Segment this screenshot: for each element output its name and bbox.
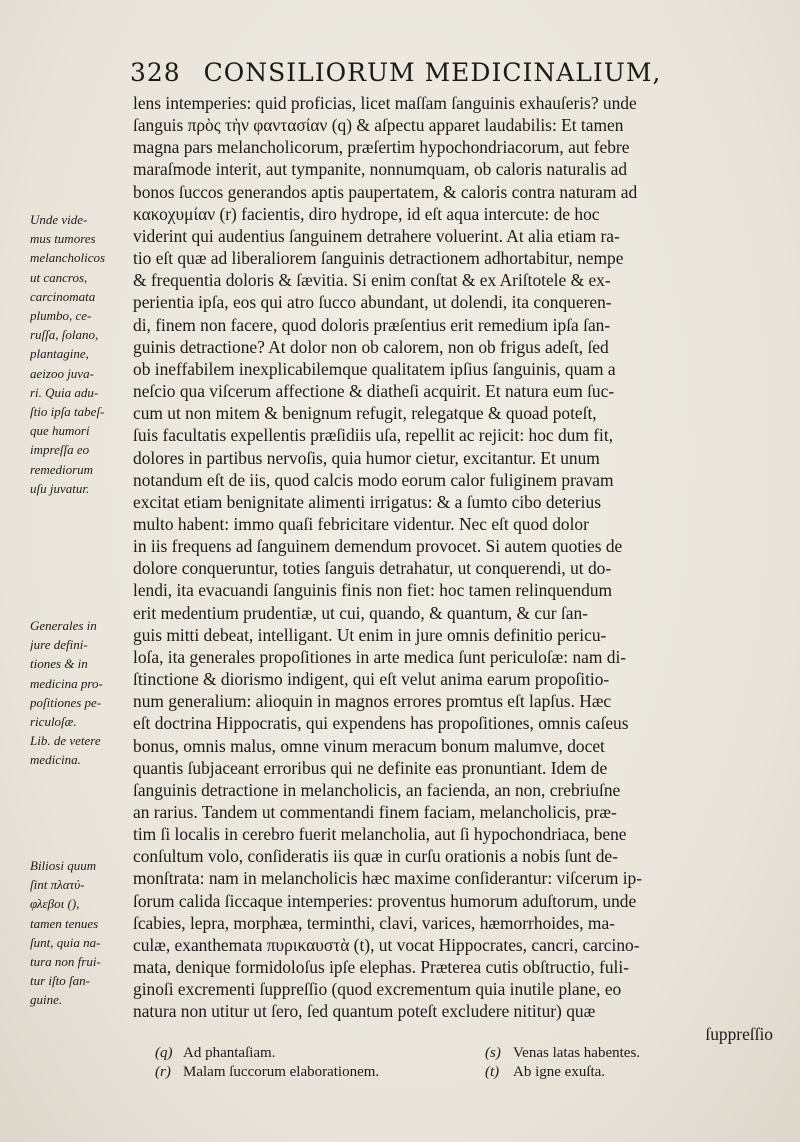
margin-note-line: ſint πλατύ-: [30, 877, 85, 893]
text-line: natura non utitur ut ſero, ſed quantum poteſt excludere nititur) quæ: [133, 1001, 596, 1022]
footnote-text: Malam ſuccorum elaborationem.: [183, 1064, 380, 1080]
margin-note-line: guine.: [30, 992, 63, 1008]
running-title: CONSILIORUM MEDICINALIUM,: [203, 58, 662, 87]
margin-note-line: tiones & in: [30, 656, 88, 672]
footnote-marker: (q): [155, 1045, 173, 1061]
margin-note-line: carcinomata: [30, 288, 96, 304]
margin-note-line: Biliosi quum: [30, 858, 97, 873]
margin-note-line: φλεβοι (),: [30, 896, 80, 912]
text-line: cum ut non mitem & benignum refugit, relegatque & quoad poteſt,: [133, 403, 597, 424]
text-line: ob ineffabilem inexplicabilemque qualitatem ipſius ſanguinis, quam a: [133, 358, 616, 379]
margin-note-line: tamen tenues: [30, 915, 99, 931]
text-line: culæ, exanthemata πυρικαυστὰ (t), ut vocat Hippocrates, cancri, carcino-: [133, 934, 640, 955]
footnote-text: Venas latas habentes.: [513, 1045, 641, 1061]
page-number: 328: [130, 58, 181, 87]
text-line: ſuppreſſio: [705, 1023, 773, 1044]
text-line: an rarius. Tandem ut commentandi finem faciam, melancholicis, præ-: [133, 802, 617, 822]
text-line: guis mitti debeat, intelligant. Ut enim in jure omnis definitio pericu-: [133, 624, 607, 645]
text-line: erit medentium prudentiæ, ut cui, quando, & quantum, & cur ſan-: [133, 602, 588, 623]
margin-note-line: ri. Quia adu-: [30, 384, 99, 400]
footnotes-right-column: [485, 1044, 775, 1082]
margin-note-line: que humori: [30, 423, 90, 439]
margin-note-line: remediorum: [30, 461, 94, 477]
margin-note-line: ſtio ipſa tabeſ-: [30, 404, 105, 420]
text-line: conſultum volo, conſideratis iis quæ in curſu orationis a nobis ſunt de-: [133, 846, 618, 867]
margin-note-line: Unde vide-: [30, 212, 88, 227]
text-line: loſa, ita generales propoſitiones in arte medica ſunt periculoſæ: nam di-: [133, 646, 627, 667]
margin-note-line: plumbo, ce-: [30, 308, 92, 324]
text-line: ſuis facultatis expellentis præſidiis uſa, repellit ac rejicit: hoc dum fit,: [133, 425, 614, 446]
margin-note-biliosi: [30, 856, 128, 1010]
text-line: lens intemperies: quid proficias, licet maſſam ſanguinis exhauſeris? unde: [133, 93, 637, 113]
text-line: κακοχυμίαν (r) facientis, diro hydrope, id eſt aqua intercute: de hoc: [133, 203, 600, 224]
text-line: maraſmode interit, aut tympanite, nonnumquam, ob caloris naturalis ad: [133, 159, 628, 180]
footnote-q: [155, 1044, 475, 1063]
margin-note-line: uſu juvatur.: [30, 480, 90, 496]
running-header: [130, 58, 790, 88]
text-line: & frequentia doloris & ſævitia. Si enim conſtat & ex Ariſtotele & ex-: [133, 270, 611, 291]
text-line: neſcio qua viſcerum affectione & diatheſi acquirit. Et natura eum ſuc-: [133, 381, 615, 402]
text-line: ginoſi excrementi ſuppreſſio (quod excrementum quia inutile plane, eo: [133, 979, 622, 1000]
text-line: guinis detractione? At dolor non ob calorem, non ob frigus adeſt, ſed: [133, 336, 609, 357]
text-line: multo habent: immo quaſi febricitare videntur. Nec eſt quod dolor: [133, 513, 589, 534]
text-line: dolores in partibus nervoſis, quia humor cietur, excitantur. Et unum: [133, 447, 600, 468]
margin-note-line: melancholicos: [30, 250, 106, 266]
footnote-r: [155, 1063, 475, 1082]
text-line: lendi, ita evacuandi ſanguinis finis non fiet: hoc tamen relinquendum: [133, 580, 613, 601]
text-line: quantis ſubjaceant erroribus qui ne definite eas pronuntiant. Idem de: [133, 757, 608, 778]
text-line: notandum eſt de iis, quod calcis modo eorum calor fuliginem pravam: [133, 469, 614, 490]
text-line: dolore conqueruntur, toties ſanguis detrahatur, ut conquerendi, ut do-: [133, 558, 612, 579]
margin-note-line: medicina pro-: [30, 675, 103, 691]
text-line: bonos ſuccos generandos aptis paupertatem, & caloris contra naturam ad: [133, 181, 638, 202]
text-line: ſanguinis detractione in melancholicis, an facienda, an non, crebriuſne: [133, 779, 621, 800]
text-line: bonus, omnis malus, omne vinum meracum bonum malumve, docet: [133, 735, 605, 756]
text-line: di, finem non facere, quod doloris præſentius erit remedium ipſa ſan-: [133, 314, 611, 335]
text-line: ſanguis πρὸς τὴν φαντασίαν (q) & aſpectu apparet laudabilis: Et tamen: [133, 115, 624, 136]
margin-note-line: jure defini-: [30, 637, 88, 653]
text-line: tim ſi localis in cerebro fuerit melancholia, aut ſi hypochondriaca, bene: [133, 824, 627, 845]
footnote-text: Ab igne exuſta.: [513, 1064, 606, 1080]
text-line: monſtrata: nam in melancholicis hæc maxime conſiderantur: viſcerum ip-: [133, 868, 643, 889]
margin-note-line: ruſſa, ſolano,: [30, 327, 99, 343]
margin-note-line: tur iſto ſan-: [30, 973, 90, 989]
margin-note-line: Generales in: [30, 618, 97, 633]
footnote-marker: (t): [485, 1064, 500, 1080]
margin-note-line: plantagine,: [30, 346, 89, 362]
margin-note-line: mus tumores: [30, 231, 96, 247]
text-line: viderint qui audentius ſanguinem detrahere voluerint. At alia etiam ra-: [133, 225, 620, 246]
text-line: ſorum calida ſiccaque intemperies: proventus humorum aduſtorum, unde: [133, 890, 637, 911]
margin-note-line: medicina.: [30, 752, 81, 768]
text-line: num generalium: alioquin in magnos errores promtus eſt lapſus. Hæc: [133, 691, 612, 712]
footnotes-left-column: [155, 1044, 475, 1082]
margin-note-line: ut cancros,: [30, 269, 88, 285]
margin-note-line: impreſſa eo: [30, 442, 90, 458]
text-line: perientia ipſa, eos qui atro ſucco abundant, ut dolendi, ita conqueren-: [133, 292, 612, 313]
text-line: in iis frequens ad ſanguinem demendum provocet. Si autem quoties de: [133, 536, 623, 557]
text-line: excitat etiam benignitate alimenti irrigatus: & a ſumto cibo deterius: [133, 491, 601, 512]
margin-note-line: riculoſæ.: [30, 714, 77, 730]
margin-note-line: tura non frui-: [30, 954, 101, 970]
footnote-t: [485, 1063, 775, 1082]
footnote-marker: (s): [485, 1045, 501, 1061]
footnote-marker: (r): [155, 1064, 171, 1080]
text-line: ſtinctione & diorismo indigent, qui eſt velut anima earum propoſitio-: [133, 669, 610, 690]
margin-note-line: Lib. de vetere: [30, 733, 101, 749]
text-line: tio eſt quæ ad liberaliorem ſanguinis detractionem adhortabitur, nempe: [133, 248, 624, 269]
text-line: ſcabies, lepra, morphæa, terminthi, clavi, varices, hæmorrhoides, ma-: [133, 912, 615, 933]
margin-note-line: poſitiones pe-: [30, 694, 102, 710]
footnote-s: [485, 1044, 775, 1063]
main-text-block: [133, 92, 773, 1045]
margin-note-generales: [30, 616, 128, 770]
margin-note-line: ſunt, quia na-: [30, 934, 101, 950]
footnote-text: Ad phantaſiam.: [183, 1045, 276, 1061]
text-line: mata, denique formidoloſus ipſe elephas. Præterea cutis obſtructio, fuli-: [133, 957, 629, 978]
margin-note-tumores: [30, 210, 128, 498]
text-line: eſt doctrina Hippocratis, qui expendens has propoſitiones, omnis caſeus: [133, 713, 629, 734]
margin-note-line: aeizoo juva-: [30, 365, 94, 381]
text-line: magna pars melancholicorum, præſertim hypochondriacorum, aut febre: [133, 137, 630, 158]
